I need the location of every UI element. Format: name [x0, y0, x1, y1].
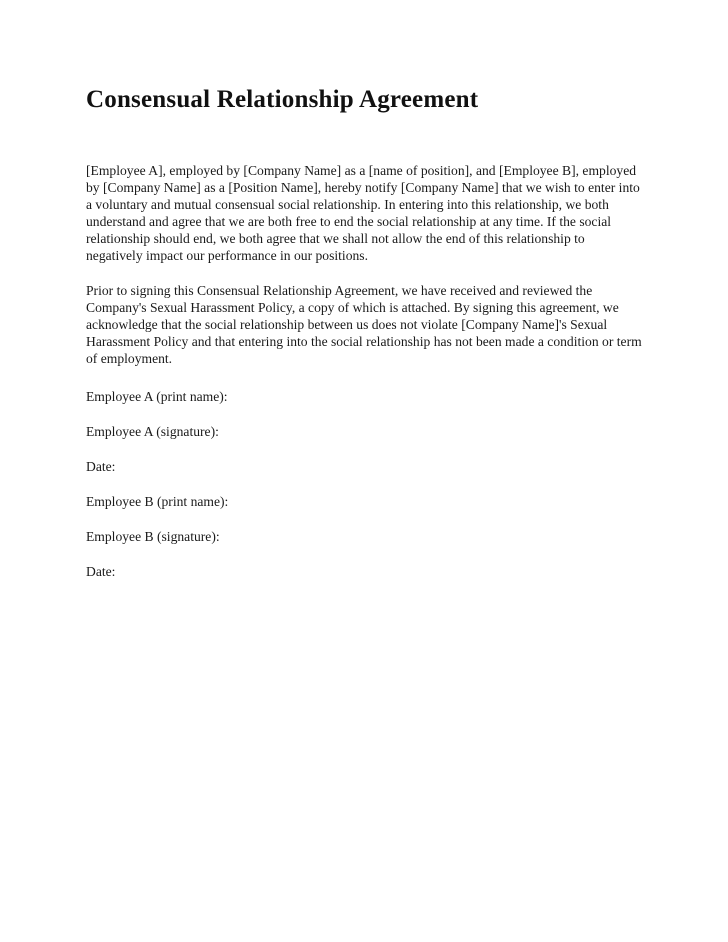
signature-line-employee-a-print-name: Employee A (print name):	[86, 389, 228, 404]
signature-line-employee-b-signature: Employee B (signature):	[86, 529, 220, 544]
paragraph-relationship-notice: [Employee A], employed by [Company Name] as a [name of position], and [Employee B], employed by [Company Name] as a [Position Name], hereby notify [Company Name] that we wish to enter into a voluntary and mutual consensual social relationship. In entering into this relationship, we both understand and agree that we are both free to end the social relationship at any time. If the social relationship should end, we both agree that we shall not allow the end of this relationship to negatively impact our performance in our positions.	[86, 163, 640, 263]
paragraph-harassment-policy: Prior to signing this Consensual Relationship Agreement, we have received and reviewed the Company's Sexual Harassment Policy, a copy of which is attached. By signing this agreement, we acknowledge that the social relationship between us does not violate [Company Name]'s Sexual Harassment Policy and that entering into the social relationship has not been made a condition or term of employment.	[86, 283, 642, 366]
signature-block	[86, 388, 644, 580]
signature-line-employee-b-print-name: Employee B (print name):	[86, 494, 229, 509]
signature-line-employee-a-signature: Employee A (signature):	[86, 424, 219, 439]
document-title: Consensual Relationship Agreement	[86, 86, 479, 113]
signature-line-date-a: Date:	[86, 459, 116, 474]
signature-line-date-b: Date:	[86, 564, 116, 579]
